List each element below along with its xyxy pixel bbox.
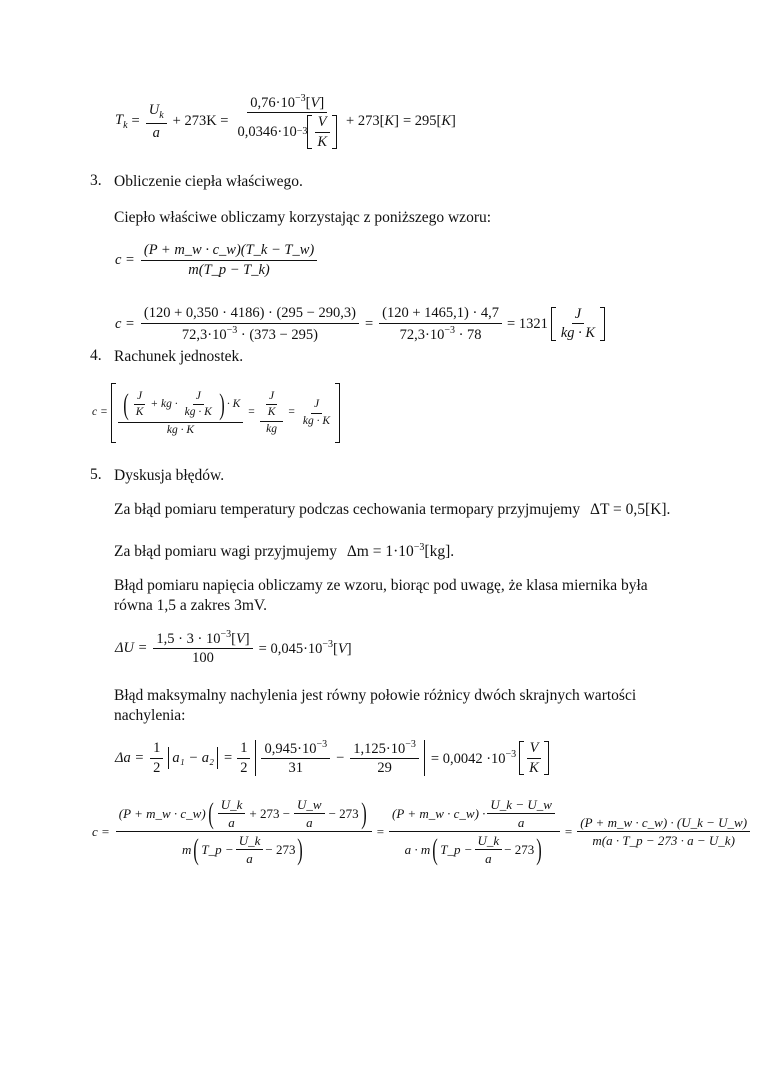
calc-result: = 1321 xyxy=(507,315,548,332)
final-frac-1: (P + m_w · c_w) ( $\frac{U\_k}{a}$ + 273 − $\frac{U\_w}{a}$ − 273 ) m ( T_p − $\frac{U\_k}{a}$ − 273 ) xyxy=(116,798,372,865)
final-frac-3: $\frac{(P + m\_w \cdot c\_w) \cdot (U\_k - U\_w)}{m(a \cdot T\_p - 273 \cdot a - U\_k)}$ xyxy=(577,816,750,847)
section-3-number: 3. xyxy=(90,172,102,189)
final-derivation: c = (P + m_w · c_w) ( $\frac{U\_k}{a}$ + 273 − $\frac{U\_w}{a}$ − 273 ) m ( T_p − $\frac{U\_k}{a}$ − 273 ) = (P + m_w · c_w) · $\frac{U\_k - U\_w}{a}$ a · m ( T_p − $\frac{U\_k}{a}$ − 273 ) = $\frac{(P + m\_w \cdot c\_w) \cdot (U\_k - U\_w)}{m(a \cdot T\_p - 273 \cdot a - U\_k)}$ xyxy=(92,798,752,865)
section-3-title: Obliczenie ciepła właściwego. xyxy=(114,173,303,190)
slope-error-line-2: nachylenia: xyxy=(114,707,186,724)
tk-plus273: + 273K = xyxy=(172,113,229,130)
calc-frac-2: $\frac{(120 + 1465,1) \cdot 4,7}{72,3\cdot 10^{-3} \cdot 78}$ xyxy=(379,306,502,342)
calc-frac-1: $\frac{(120 + 0,350 \cdot 4186) \cdot (295 - 290,3)}{72,3\cdot 10^{-3} \cdot (373 - 295)}$ xyxy=(141,306,359,342)
tk-tail: + 273[K] xyxy=(346,113,399,130)
heat-formula-denominator: m(T_p − T_k) xyxy=(188,261,270,278)
units-equation: c = ( $\frac{J}{K}$ + kg · $\frac{J}{kg \cdot K}$ ) · K kg · K = $\frac{\frac{J}{K}}{kg}$ = $\frac{J}{kg \cdot K}$ xyxy=(92,383,340,443)
voltage-error-equation: ΔU = $\frac{1,5 \cdot 3 \cdot 10^{-3}[V]}{100}$ = $0,045\cdot 10^{-3}[V]$ xyxy=(115,629,352,667)
heat-formula-numerator: (P + m_w · c_w)(T_k − T_w) xyxy=(141,243,317,261)
section-3-intro: Ciepło właściwe obliczamy korzystając z poniższego wzoru: xyxy=(114,209,492,226)
temperature-error: Za błąd pomiaru temperatury podczas cechowania termopary przyjmujemy ΔT = 0,5[K]. xyxy=(114,501,671,518)
slope-error-equation: Δa = $\frac{1}{2}$ a₁ − a₂ = $\frac{1}{2}$ $\frac{0,945\cdot 10^{-3}}{31}$ − $\frac{1,125\cdot 10^{-3}}{29}$ = $0,0042 \cdot 10^{-3}$ $\frac{V}{K}$ xyxy=(115,740,549,776)
tk-lhs: $T_k$ xyxy=(115,111,128,131)
tk-equation: $T_k$ = $\frac{U_k}{a}$ + 273K = $0,76\cdot 10^{-3}[V]$ 0,0346·10 −3 $\frac{V}{K}$ + 273[K] = 295[K] xyxy=(115,93,456,150)
section-5-number: 5. xyxy=(90,466,102,483)
tk-frac-values: $0,76\cdot 10^{-3}[V]$ 0,0346·10 −3 $\frac{V}{K}$ xyxy=(234,94,340,149)
mass-error: Za błąd pomiaru wagi przyjmujemy $\Delta m = 1\cdot 10^{-3}[kg]$. xyxy=(114,542,455,561)
voltage-error-line-2: równa 1,5 a zakres 3mV. xyxy=(114,597,267,614)
heat-calculation: c = $\frac{(120 + 0,350 \cdot 4186) \cdot (295 - 290,3)}{72,3\cdot 10^{-3} \cdot (373 - 295)}$ = $\frac{(120 + 1465,1) \cdot 4,7}{72,3\cdot 10^{-3} \cdot 78}$ = 1321 $\frac{J}{kg \cdot K}$ xyxy=(115,306,605,342)
section-4-title: Rachunek jednostek. xyxy=(114,348,244,365)
tk-frac-uk-a: $\frac{U_k}{a}$ xyxy=(146,103,167,140)
section-4-number: 4. xyxy=(90,347,102,364)
section-5-title: Dyskusja błędów. xyxy=(114,467,225,484)
heat-formula: c = $\frac{(P + m\_w \cdot c\_w)(T\_k - T\_w)}{m(T\_p - T\_k)}$ xyxy=(115,243,319,277)
tk-result: = 295[K] xyxy=(402,113,456,130)
slope-error-line-1: Błąd maksymalny nachylenia jest równy połowie różnicy dwóch skrajnych wartości xyxy=(114,687,637,704)
voltage-error-line-1: Błąd pomiaru napięcia obliczamy ze wzoru, biorąc pod uwagę, że klasa miernika była xyxy=(114,577,648,594)
final-frac-2: (P + m_w · c_w) · $\frac{U\_k - U\_w}{a}$ a · m ( T_p − $\frac{U\_k}{a}$ − 273 ) xyxy=(389,798,560,865)
